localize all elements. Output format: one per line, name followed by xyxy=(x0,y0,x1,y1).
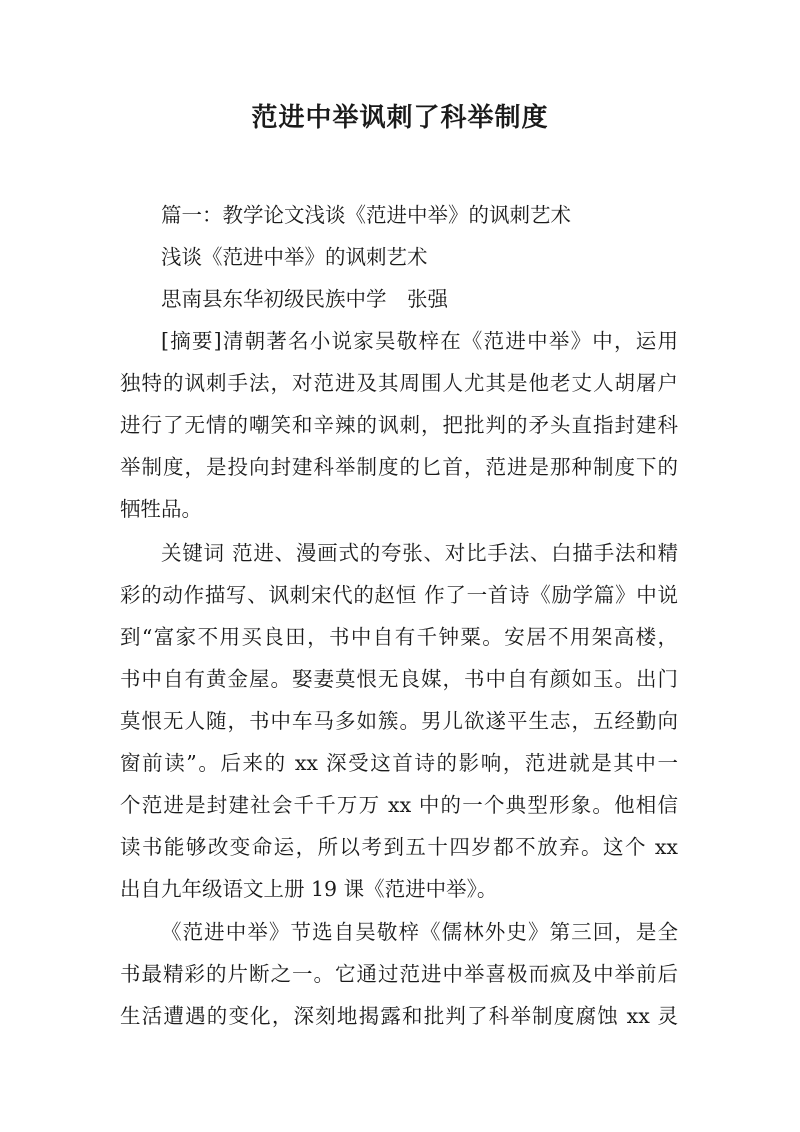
author-line: 思南县东华初级民族中学 张强 xyxy=(161,287,448,311)
article-title: 浅谈《范进中举》的讽刺艺术 xyxy=(161,245,428,269)
abstract-line: 举制度，是投向封建科举制度的匕首，范进是那种制度下的 xyxy=(120,455,678,479)
abstract-line: 进行了无情的嘲笑和辛辣的讽刺，把批判的矛头直指封建科 xyxy=(120,413,678,437)
keywords-line: 出自九年级语文上册 19 课《范进中举》。 xyxy=(120,877,498,901)
document-title: 范进中举讽刺了科举制度 xyxy=(251,103,549,133)
abstract-line: [摘要]清朝著名小说家吴敬梓在《范进中举》中，运用 xyxy=(161,329,678,353)
keywords-line: 个范进是封建社会千千万万 xx 中的一个典型形象。他相信 xyxy=(120,793,678,817)
keywords-line: 关键词 范进、漫画式的夸张、对比手法、白描手法和精 xyxy=(161,541,678,565)
keywords-line: 读书能够改变命运，所以考到五十四岁都不放弃。这个 xx xyxy=(120,835,678,859)
keywords-line: 书中自有黄金屋。娶妻莫恨无良媒，书中自有颜如玉。出门 xyxy=(120,667,678,691)
body-line: 生活遭遇的变化，深刻地揭露和批判了科举制度腐蚀 xx 灵 xyxy=(120,1004,678,1028)
body-line: 书最精彩的片断之一。它通过范进中举喜极而疯及中举前后 xyxy=(120,962,678,986)
abstract-line: 牺牲品。 xyxy=(120,497,202,521)
keywords-line: 莫恨无人随，书中车马多如簇。男儿欲遂平生志，五经勤向 xyxy=(120,709,678,733)
keywords-line: 到“富家不用买良田，书中自有千钟粟。安居不用架高楼， xyxy=(120,625,678,649)
keywords-line: 窗前读”。后来的 xx 深受这首诗的影响，范进就是其中一 xyxy=(120,751,678,775)
abstract-line: 独特的讽刺手法，对范进及其周围人尤其是他老丈人胡屠户 xyxy=(120,371,678,395)
keywords-line: 彩的动作描写、讽刺宋代的赵恒 作了一首诗《励学篇》中说 xyxy=(120,583,678,607)
body-line: 《范进中举》节选自吴敬梓《儒林外史》第三回，是全 xyxy=(161,920,678,944)
section-heading: 篇一：教学论文浅谈《范进中举》的讽刺艺术 xyxy=(161,203,571,227)
